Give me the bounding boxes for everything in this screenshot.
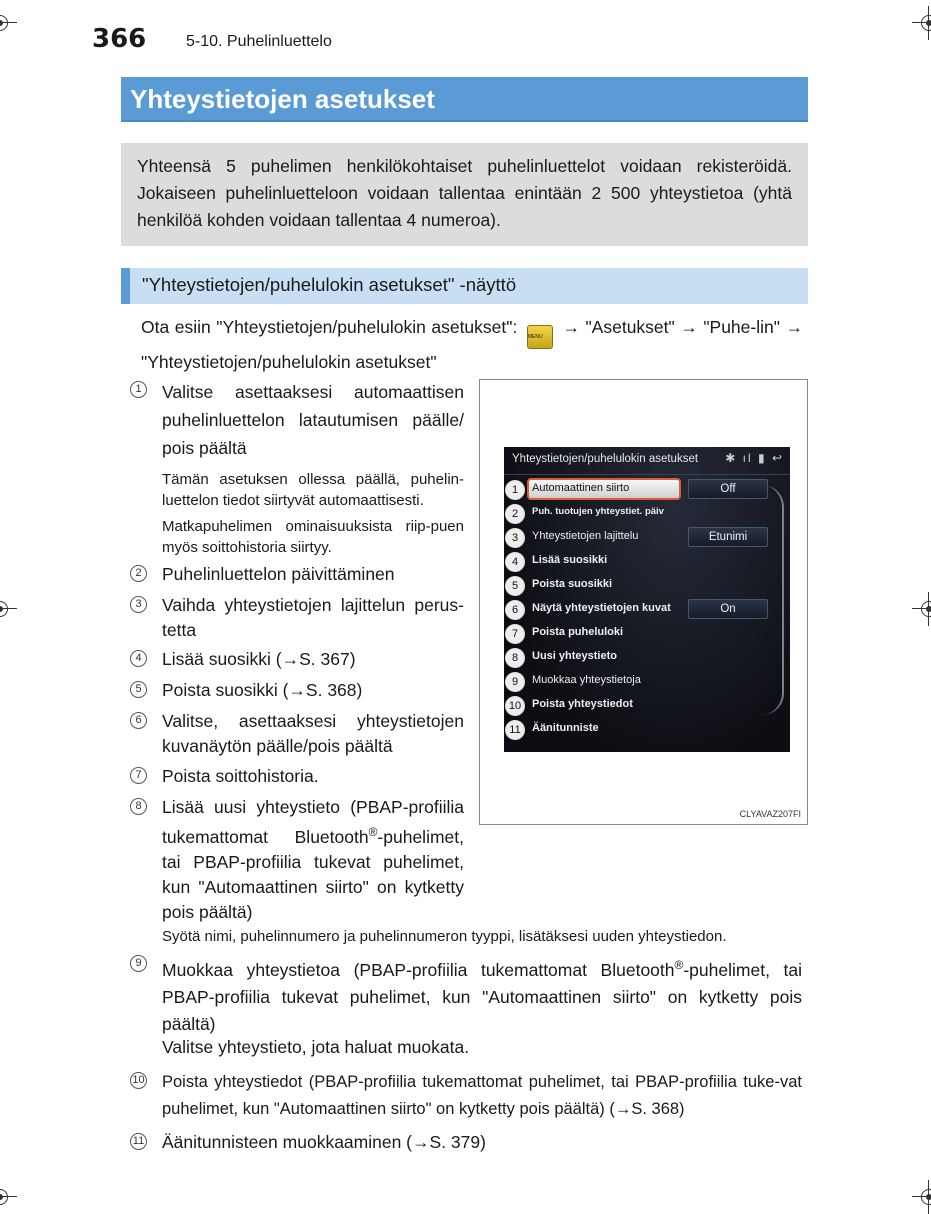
setting-row-1[interactable] bbox=[504, 478, 774, 502]
item-number: 3 bbox=[130, 596, 147, 613]
menu-button-icon: MENU bbox=[527, 325, 553, 349]
row-number: 3 bbox=[505, 528, 525, 548]
row-label: Automaattinen siirto bbox=[532, 482, 630, 494]
row-label: Muokkaa yhteystietoja bbox=[532, 674, 641, 686]
row-label: Äänitunniste bbox=[532, 722, 599, 734]
screen-header bbox=[504, 447, 790, 475]
row-label: Lisää suosikki bbox=[532, 554, 608, 566]
row-label: Uusi yhteystieto bbox=[532, 650, 617, 662]
row-number: 5 bbox=[505, 576, 525, 596]
item-text: Poista suosikki (→S. 368) bbox=[162, 680, 363, 700]
item-text-part: -puhelimet, tai PBAP-profiilia tukevat puhelimet, kun "Automaattinen siirto" on kytketty pois päältä) bbox=[162, 960, 803, 1034]
row-label: Yhteystietojen lajittelu bbox=[532, 530, 639, 542]
item-text: Lisää suosikki (→S. 367) bbox=[162, 649, 356, 669]
registration-mark-bottom-left bbox=[0, 1186, 11, 1208]
row-label: Puh. tuotujen yhteystiet. päiv bbox=[532, 506, 664, 517]
registration-mark-bottom-right bbox=[918, 1186, 931, 1208]
subsection-bar bbox=[121, 268, 808, 304]
item-note: Matkapuhelimen ominaisuuksista riip-puen myös soittohistoria siirtyy. bbox=[162, 518, 464, 556]
item-text: Äänitunnisteen muokkaaminen (→S. 379) bbox=[162, 1132, 486, 1152]
row-number: 9 bbox=[505, 672, 525, 692]
item-text-part: -puhelimet, tai PBAP-profiilia tukevat puhelimet, kun "Automaattinen siirto" on kytketty pois päältä) bbox=[162, 827, 464, 922]
setting-row-4[interactable] bbox=[504, 550, 774, 574]
item-text: Vaihda yhteystietojen lajittelun perus-tetta bbox=[162, 595, 464, 640]
setting-row-7[interactable] bbox=[504, 622, 774, 646]
item-text-part: Muokkaa yhteystietoa (PBAP-profiilia tukemattomat Bluetooth bbox=[162, 960, 675, 980]
setting-row-2[interactable] bbox=[504, 502, 774, 526]
item-number: 5 bbox=[130, 681, 147, 698]
registration-mark-top-left bbox=[0, 12, 11, 34]
row-number: 10 bbox=[505, 696, 525, 716]
row-number: 4 bbox=[505, 552, 525, 572]
row-label: Poista yhteystiedot bbox=[532, 698, 633, 710]
item-number: 8 bbox=[130, 798, 147, 815]
row-label: Näytä yhteystietojen kuvat bbox=[532, 602, 671, 614]
row-label: Poista suosikki bbox=[532, 578, 613, 590]
item-text: Valitse, asettaaksesi yhteystietojen kuvanäytön päälle/pois päältä bbox=[162, 711, 464, 756]
row-label: Poista puheluloki bbox=[532, 626, 624, 638]
instruction-paragraph bbox=[141, 314, 803, 376]
row-number: 6 bbox=[505, 600, 525, 620]
instruction-after: → "Asetukset" → "Puhe-lin" → "Yhteystietojen/puhelulokin asetukset" bbox=[141, 317, 803, 372]
row-number: 11 bbox=[505, 720, 525, 740]
setting-row-5[interactable] bbox=[504, 574, 774, 598]
row-number: 7 bbox=[505, 624, 525, 644]
item-text: Valitse asettaaksesi automaattisen puhelinluettelon latautumisen päälle/ pois päältä bbox=[162, 382, 464, 458]
item-number: 1 bbox=[130, 381, 147, 398]
screen-figure bbox=[479, 379, 808, 825]
page-title: Yhteystietojen asetukset bbox=[130, 84, 435, 114]
row-value[interactable]: Etunimi bbox=[688, 527, 768, 547]
row-value[interactable]: On bbox=[688, 599, 768, 619]
setting-row-6[interactable] bbox=[504, 598, 774, 622]
setting-row-11[interactable] bbox=[504, 718, 774, 742]
registered-mark: ® bbox=[674, 958, 684, 972]
page-title-bar bbox=[121, 77, 808, 122]
item-text: Poista soittohistoria. bbox=[162, 766, 319, 786]
registration-mark-mid-right bbox=[918, 598, 931, 620]
item-number: 6 bbox=[130, 712, 147, 729]
instruction-before: Ota esiin "Yhteystietojen/puhelulokin asetukset": bbox=[141, 317, 518, 337]
item-note: Syötä nimi, puhelinnumero ja puhelinnumeron tyyppi, lisätäksesi uuden yhteystiedon. bbox=[162, 928, 727, 945]
setting-row-8[interactable] bbox=[504, 646, 774, 670]
row-number: 2 bbox=[505, 504, 525, 524]
status-icons: ✱ ıl ▮ ↩ bbox=[725, 451, 784, 465]
figure-caption: CLYAVAZ207FI bbox=[739, 809, 801, 819]
setting-row-10[interactable] bbox=[504, 694, 774, 718]
screen-title: Yhteystietojen/puhelulokin asetukset bbox=[512, 453, 699, 465]
registration-mark-top-right bbox=[918, 12, 931, 34]
registered-mark: ® bbox=[368, 825, 378, 839]
item-text bbox=[162, 795, 464, 925]
setting-row-9[interactable] bbox=[504, 670, 774, 694]
item-text-part: Lisää uusi yhteystieto (PBAP-profiilia tukemattomat Bluetooth bbox=[162, 797, 464, 847]
item-number: 2 bbox=[130, 565, 147, 582]
item-number: 9 bbox=[130, 955, 147, 972]
page-number: 366 bbox=[92, 24, 147, 54]
intro-box: Yhteensä 5 puhelimen henkilökohtaiset puhelinluettelot voidaan rekisteröidä. Jokaiseen puhelinluetteloon voidaan tallentaa enintään 2 500 yhteystietoa (yhtä henkilöä kohden voidaan tallentaa 4 numeroa). bbox=[121, 143, 808, 246]
item-number: 11 bbox=[130, 1133, 147, 1150]
section-label: 5-10. Puhelinluettelo bbox=[186, 33, 332, 50]
item-number: 4 bbox=[130, 650, 147, 667]
item-text: Puhelinluettelon päivittäminen bbox=[162, 564, 395, 584]
item-number: 10 bbox=[130, 1072, 147, 1089]
row-value[interactable]: Off bbox=[688, 479, 768, 499]
item-text: Poista yhteystiedot (PBAP-profiilia tukemattomat puhelimet, tai PBAP-profiilia tuke-vat puhelimet, kun "Automaattinen siirto" on kytketty pois päältä) (→S. 368) bbox=[162, 1073, 802, 1118]
row-number: 1 bbox=[505, 480, 525, 500]
row-number: 8 bbox=[505, 648, 525, 668]
item-number: 7 bbox=[130, 767, 147, 784]
item-note: Valitse yhteystieto, jota haluat muokata. bbox=[162, 1037, 470, 1057]
item-note: Tämän asetuksen ollessa päällä, puhelin-luettelon tiedot siirtyvät automaattisesti. bbox=[162, 471, 464, 509]
registration-mark-mid-left bbox=[0, 598, 11, 620]
setting-row-3[interactable] bbox=[504, 526, 774, 550]
settings-screen bbox=[504, 447, 790, 752]
item-text bbox=[162, 952, 802, 1038]
subsection-title: "Yhteystietojen/puhelulokin asetukset" -näyttö bbox=[142, 274, 517, 295]
